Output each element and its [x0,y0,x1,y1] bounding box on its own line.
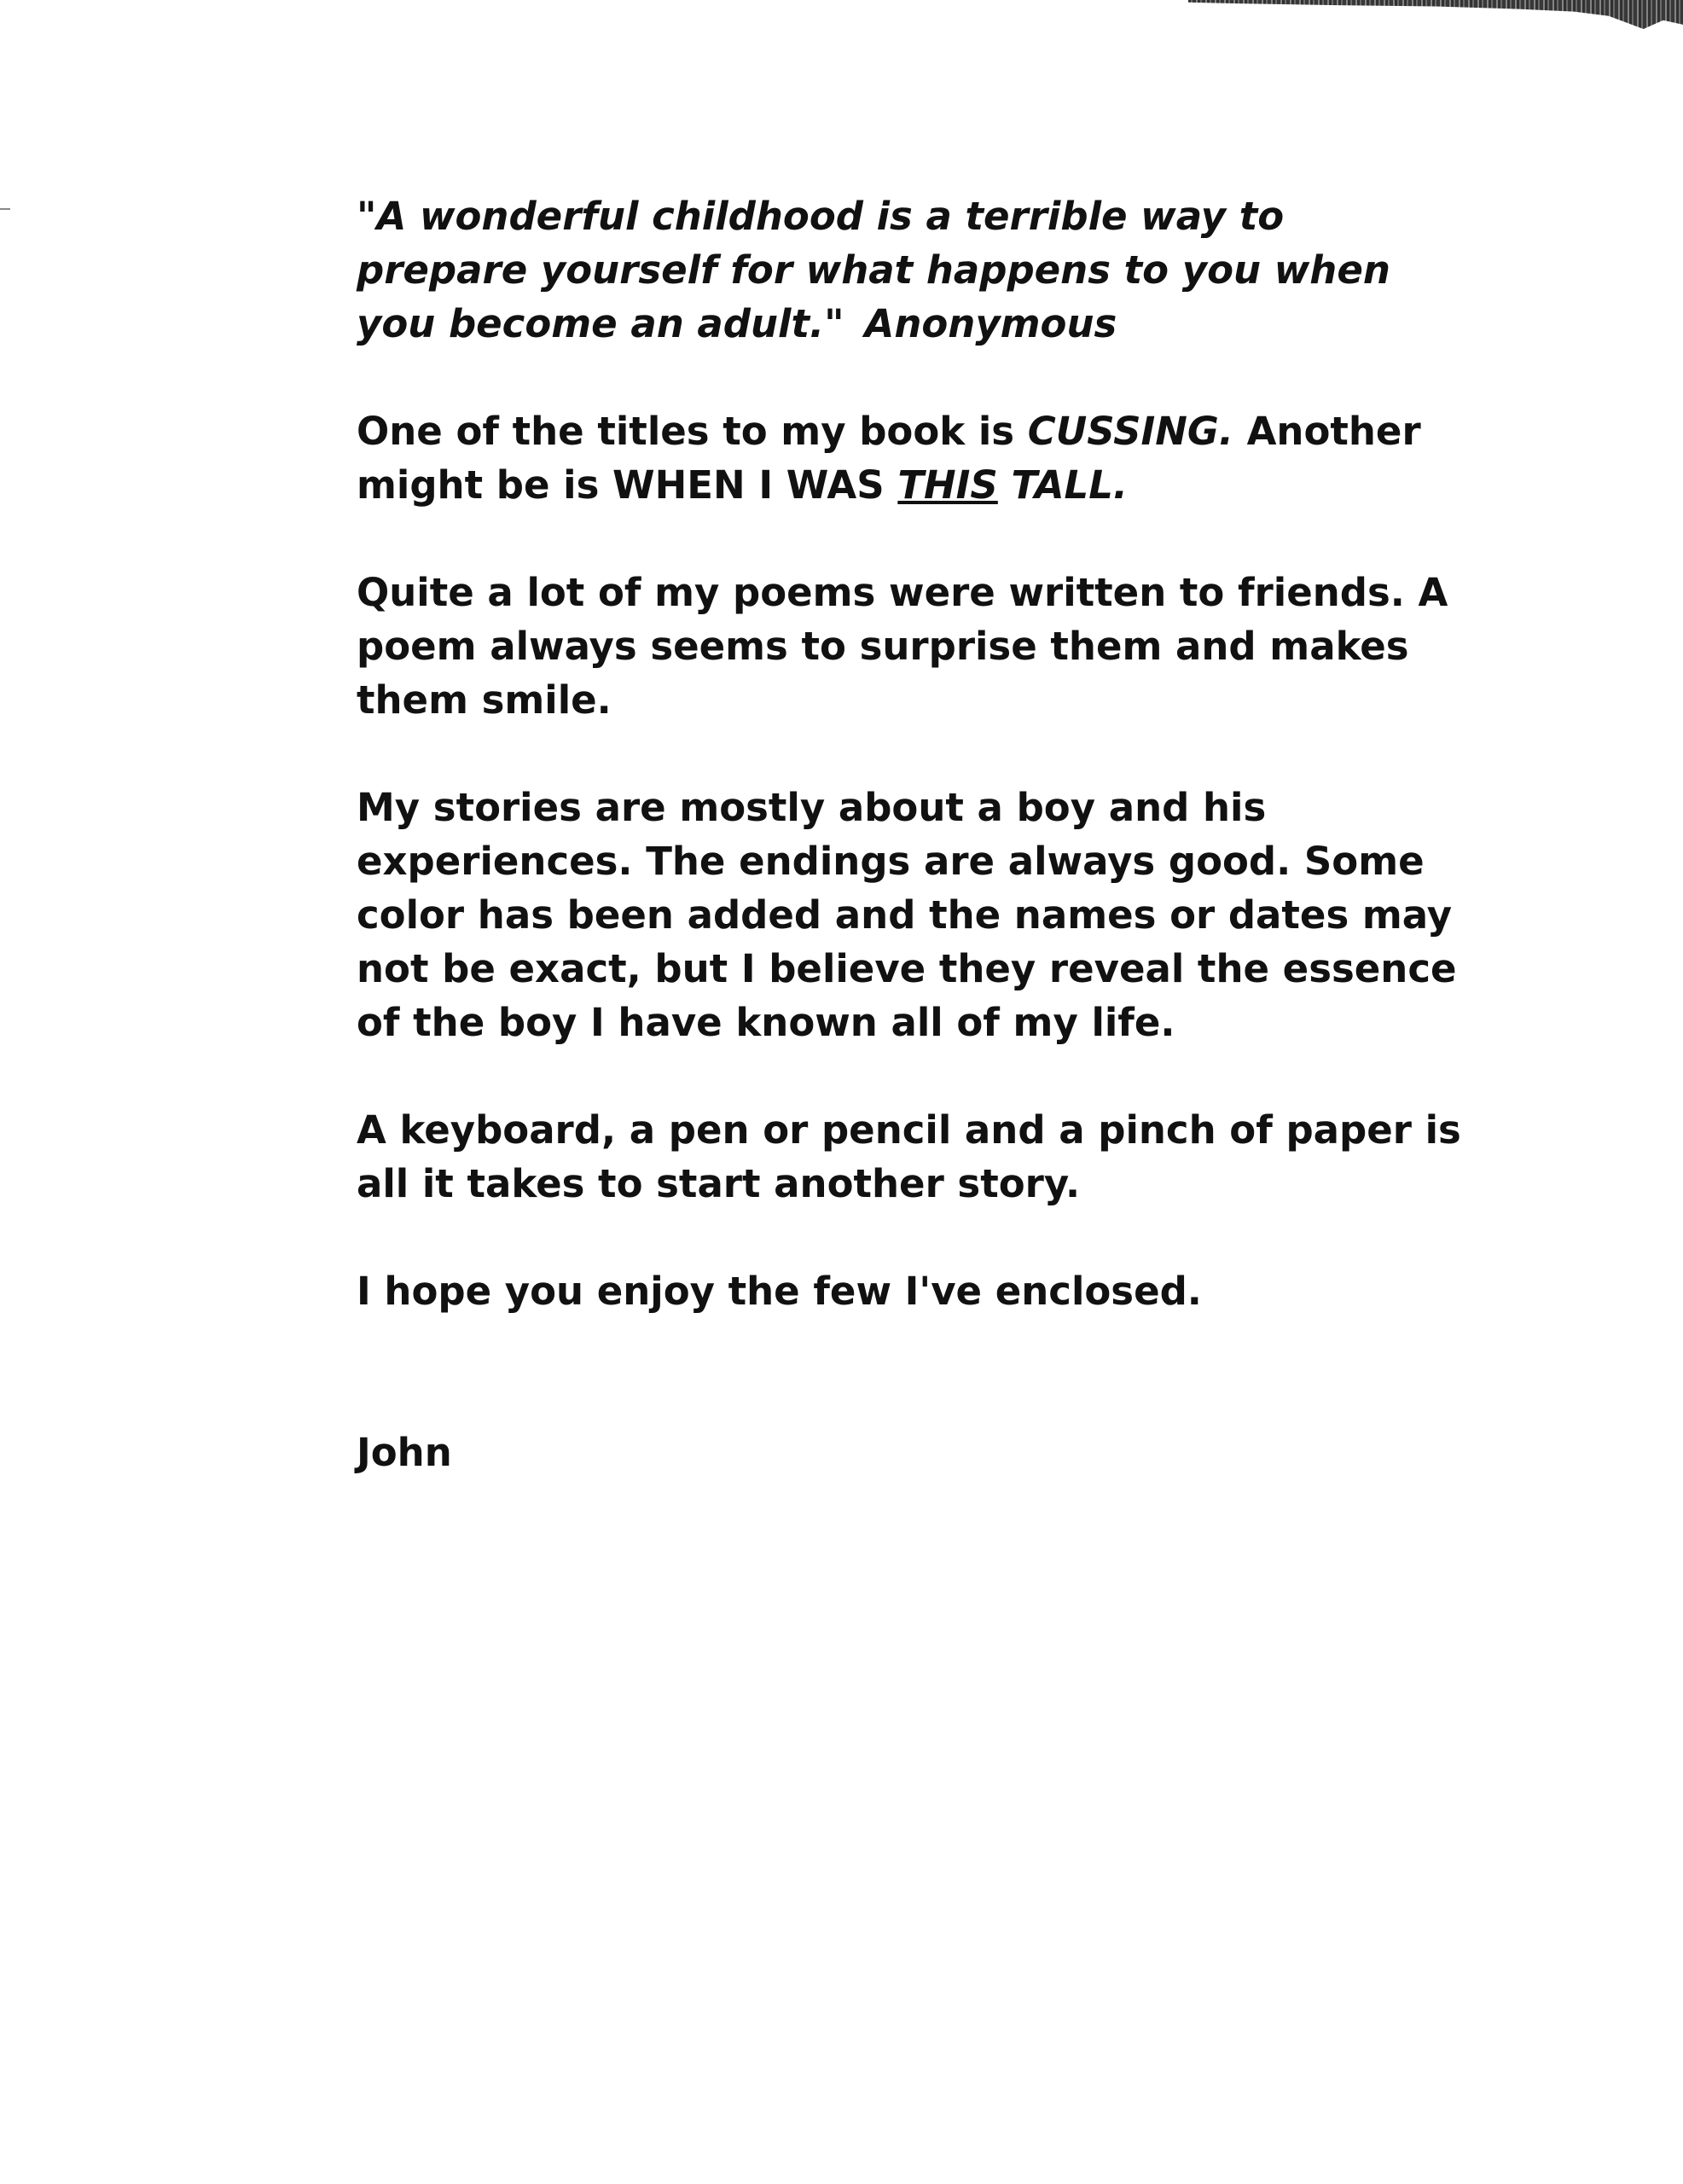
title-this-emphasis: THIS [897,462,998,508]
paragraph-tools: A keyboard, a pen or pencil and a pinch of paper is all it takes to start another story. [357,1107,1461,1206]
paragraph-titles [357,404,1465,512]
paragraph-enclosed: I hope you enjoy the few I've enclosed. [357,1269,1202,1314]
signature: John [357,1430,452,1475]
title-tall: TALL. [997,462,1128,508]
titles-text-middle: Another might be is WHEN I WAS [357,409,1421,508]
quote-text: "A wonderful childhood is a terrible way to prepare yourself for what happens to you when you become an adult." [357,194,1390,346]
letter-body [357,189,1465,1533]
quote-author: Anonymous [864,301,1117,346]
scan-corner-mark [0,208,10,210]
scan-edge-artifact [1188,0,1683,29]
title-cussing: CUSSING. [1027,409,1233,454]
paragraph-stories: My stories are mostly about a boy and his experiences. The endings are always good. Some color has been added and the names or dates may not be exact, but I believe they reveal the essence of the boy I have known all of my life. [357,785,1457,1045]
epigraph-quote [357,189,1465,351]
titles-text-before: One of the titles to my book is [357,409,1028,454]
paragraph-poems: Quite a lot of my poems were written to friends. A poem always seems to surprise them and makes them smile. [357,570,1448,723]
